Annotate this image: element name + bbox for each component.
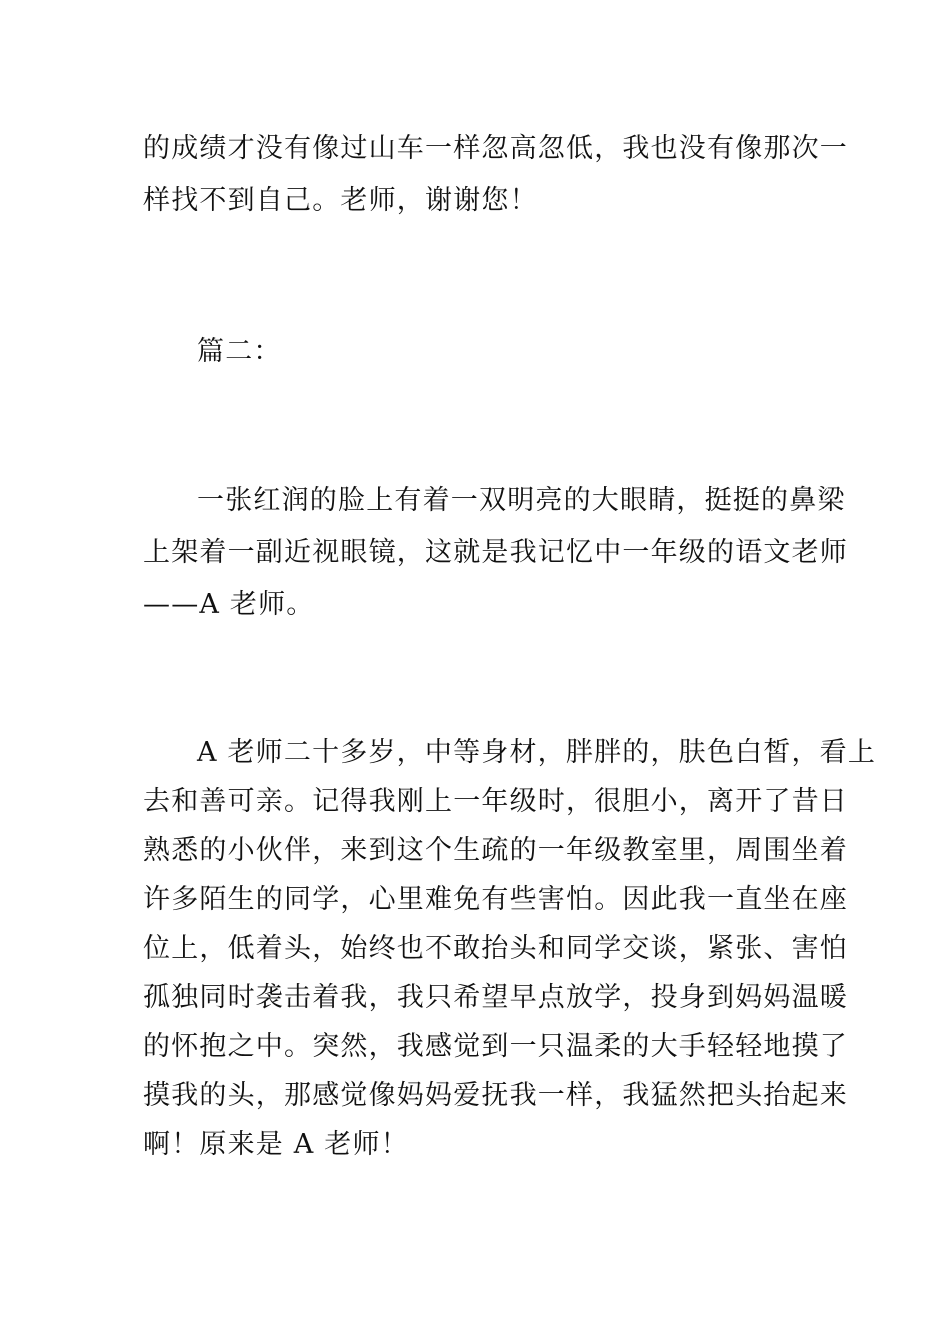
paragraph-3-line-1: A 老师二十多岁，中等身材，胖胖的，肤色白皙，看上: [197, 737, 877, 768]
paragraph-2-line-2: 上架着一副近视眼镜，这就是我记忆中一年级的语文老师: [143, 537, 848, 568]
section-heading: 篇二：: [197, 336, 282, 367]
paragraph-3-line-2: 去和善可亲。记得我刚上一年级时，很胆小，离开了昔日: [143, 786, 848, 817]
paragraph-3-line-7: 的怀抱之中。突然，我感觉到一只温柔的大手轻轻地摸了: [143, 1031, 848, 1062]
paragraph-1-line-1: 的成绩才没有像过山车一样忽高忽低，我也没有像那次一: [143, 133, 848, 164]
paragraph-3-line-4: 许多陌生的同学，心里难免有些害怕。因此我一直坐在座: [143, 884, 848, 915]
paragraph-1-line-2: 样找不到自己。老师，谢谢您！: [143, 185, 538, 216]
paragraph-3-line-5: 位上，低着头，始终也不敢抬头和同学交谈，紧张、害怕: [143, 933, 848, 964]
paragraph-3-line-3: 熟悉的小伙伴，来到这个生疏的一年级教室里，周围坐着: [143, 835, 848, 866]
paragraph-3-line-9: 啊！原来是 A 老师！: [143, 1129, 409, 1160]
paragraph-3-line-6: 孤独同时袭击着我，我只希望早点放学，投身到妈妈温暖: [143, 982, 848, 1013]
paragraph-2-line-1: 一张红润的脸上有着一双明亮的大眼睛，挺挺的鼻梁: [197, 485, 846, 516]
paragraph-3-line-8: 摸我的头，那感觉像妈妈爱抚我一样，我猛然把头抬起来: [143, 1080, 848, 1111]
paragraph-2-line-3: ——A 老师。: [143, 589, 315, 620]
